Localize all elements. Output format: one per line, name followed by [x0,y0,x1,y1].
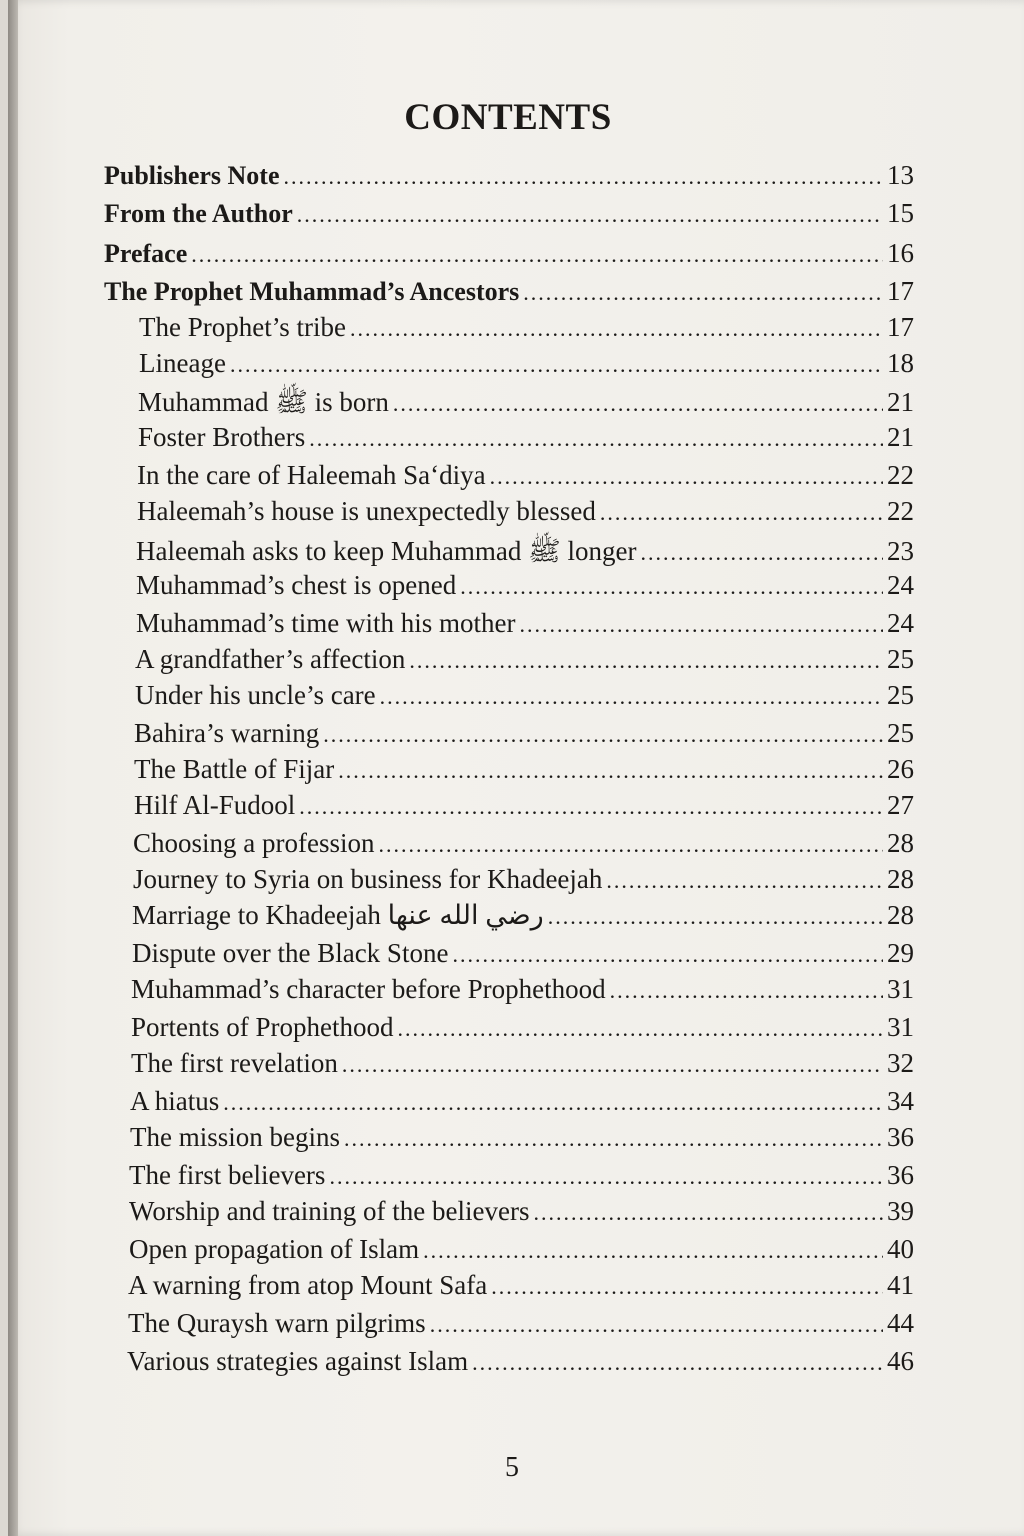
toc-entry-title: Choosing a profession [133,828,375,858]
dot-leader [519,612,883,638]
toc-entry-page-number: 28 [887,828,914,858]
toc-entry-title: Muhammad’s character before Prophethood [131,974,606,1004]
toc-entry-page-number: 23 [887,536,914,566]
dot-leader [378,832,883,858]
toc-entry-page-number: 25 [887,680,914,710]
toc-entry[interactable] [138,422,914,458]
toc-entry[interactable] [136,570,914,606]
toc-entry-title: In the care of Haleemah Sa‘diya [137,460,486,490]
dot-leader [297,202,883,228]
toc-entry-title: Under his uncle’s care [135,680,376,710]
dot-leader [548,904,883,930]
dot-leader [223,1090,883,1116]
toc-entry-page-number: 25 [887,644,914,674]
dot-leader [299,794,883,820]
toc-entry[interactable] [131,974,914,1010]
toc-entry[interactable] [131,1012,914,1048]
dot-leader [523,280,883,306]
toc-entry-title: Foster Brothers [138,422,306,452]
toc-entry-page-number: 28 [887,900,914,930]
dot-leader [230,352,883,378]
toc-entry-title: Preface [104,239,188,268]
dot-leader [430,1312,883,1338]
dot-leader [452,942,883,968]
dot-leader [533,1200,883,1226]
toc-entry-title: Lineage [139,348,226,378]
toc-entry-title: Various strategies against Islam [127,1346,469,1376]
toc-entry[interactable] [132,938,914,974]
page-number: 5 [505,1452,519,1483]
toc-entry[interactable] [139,348,914,384]
toc-entry-page-number: 46 [887,1346,914,1376]
dot-leader [490,464,883,490]
dot-leader [409,648,883,674]
toc-entry[interactable] [136,534,914,570]
toc-entry[interactable] [104,276,914,312]
dot-leader [284,164,884,190]
toc-entry[interactable] [104,198,914,234]
toc-entry-title: Muhammad’s chest is opened [136,570,457,600]
toc-entry[interactable] [127,1346,914,1382]
toc-entry-title: Bahira’s warning [134,718,320,748]
dot-leader [472,1350,883,1376]
dot-leader [342,1052,883,1078]
toc-entry-page-number: 13 [887,160,914,190]
toc-entry-page-number: 36 [887,1160,914,1190]
dot-leader [380,684,883,710]
toc-entry-title: The Quraysh warn pilgrims [128,1308,426,1338]
toc-entry-page-number: 34 [887,1086,914,1116]
toc-entry[interactable] [132,900,914,936]
toc-entry[interactable] [129,1196,914,1232]
toc-entry-page-number: 17 [887,276,914,306]
toc-entry-title: Marriage to Khadeejah رضي الله عنها [132,900,544,930]
toc-entry-title: The Prophet’s tribe [139,312,346,342]
toc-entry-page-number: 24 [887,608,914,638]
toc-entry-page-number: 32 [887,1048,914,1078]
toc-entry-page-number: 29 [887,938,914,968]
dot-leader [641,540,884,566]
toc-entry-page-number: 18 [887,348,914,378]
dot-leader [423,1238,883,1264]
toc-entry-title: Dispute over the Black Stone [132,938,449,968]
toc-entry-title: Muhammad’s time with his mother [136,608,516,638]
toc-entry[interactable] [135,644,914,680]
toc-entry-page-number: 22 [887,460,914,490]
dot-leader [338,758,883,784]
toc-entry-title: Worship and training of the believers [129,1196,530,1226]
toc-entry[interactable] [136,608,914,644]
toc-entry-page-number: 31 [887,1012,914,1042]
toc-entry[interactable] [133,864,914,900]
toc-entry-page-number: 36 [887,1122,914,1152]
toc-entry-title: From the Author [104,199,293,228]
toc-entry-title: A grandfather’s affection [135,644,406,674]
toc-entry-title: Muhammad ﷺ is born [138,387,389,417]
toc-entry-title: A hiatus [130,1086,220,1116]
toc-entry-title: The first believers [129,1160,326,1190]
toc-entry-page-number: 16 [887,238,914,268]
toc-entry-title: The Prophet Muhammad’s Ancestors [104,277,520,306]
toc-entry-title: Haleemah asks to keep Muhammad ﷺ longer [136,536,637,566]
dot-leader [393,391,883,417]
toc-entry[interactable] [128,1308,914,1344]
toc-entry-page-number: 40 [887,1234,914,1264]
toc-entry-page-number: 31 [887,974,914,1004]
toc-entry[interactable] [130,1122,914,1158]
toc-entry[interactable] [137,460,914,496]
toc-entry-title: The Battle of Fijar [134,754,335,784]
page-title: CONTENTS [404,97,612,138]
book-spine-shadow [8,0,18,1536]
dot-leader [191,242,883,268]
toc-entry-title: A warning from atop Mount Safa [128,1270,488,1300]
dot-leader [329,1164,883,1190]
toc-entry-page-number: 41 [887,1270,914,1300]
toc-entry[interactable] [134,718,914,754]
toc-entry-title: Hilf Al-Fudool [134,790,296,820]
toc-entry[interactable] [137,496,914,532]
toc-entry[interactable] [131,1048,914,1084]
toc-entry-title: Publishers Note [104,161,280,190]
toc-entry[interactable] [128,1270,914,1306]
toc-entry-page-number: 39 [887,1196,914,1226]
toc-entry[interactable] [129,1234,914,1270]
dot-leader [491,1274,883,1300]
toc-entry-title: Portents of Prophethood [131,1012,394,1042]
dot-leader [398,1016,884,1042]
toc-entry-page-number: 26 [887,754,914,784]
toc-entry-page-number: 28 [887,864,914,894]
toc-entry[interactable] [139,312,914,348]
dot-leader [460,574,883,600]
dot-leader [350,316,883,342]
toc-entry-page-number: 15 [887,198,914,228]
toc-entry-title: The first revelation [131,1048,338,1078]
toc-entry-page-number: 25 [887,718,914,748]
toc-entry[interactable] [104,238,914,274]
dot-leader [309,426,883,452]
toc-entry-page-number: 21 [887,387,914,417]
toc-entry-title: The mission begins [130,1122,340,1152]
toc-entry-page-number: 22 [887,496,914,526]
dot-leader [600,500,883,526]
toc-entry[interactable] [129,1160,914,1196]
toc-entry[interactable] [138,385,914,421]
book-page [8,0,1024,1536]
toc-entry-title: Haleemah’s house is unexpectedly blessed [137,496,596,526]
toc-entry-title: Open propagation of Islam [129,1234,420,1264]
toc-entry-page-number: 21 [887,422,914,452]
toc-entry[interactable] [134,754,914,790]
dot-leader [344,1126,883,1152]
toc-entry-page-number: 24 [887,570,914,600]
toc-entry[interactable] [104,160,914,196]
toc-entry[interactable] [135,680,914,716]
toc-entry-title: Journey to Syria on business for Khadeejah [133,864,603,894]
toc-entry-page-number: 27 [887,790,914,820]
toc-entry[interactable] [133,828,914,864]
toc-entry-page-number: 17 [887,312,914,342]
toc-entry[interactable] [130,1086,914,1122]
toc-entry[interactable] [134,790,914,826]
dot-leader [610,978,883,1004]
toc-entry-page-number: 44 [887,1308,914,1338]
dot-leader [323,722,883,748]
dot-leader [606,868,883,894]
